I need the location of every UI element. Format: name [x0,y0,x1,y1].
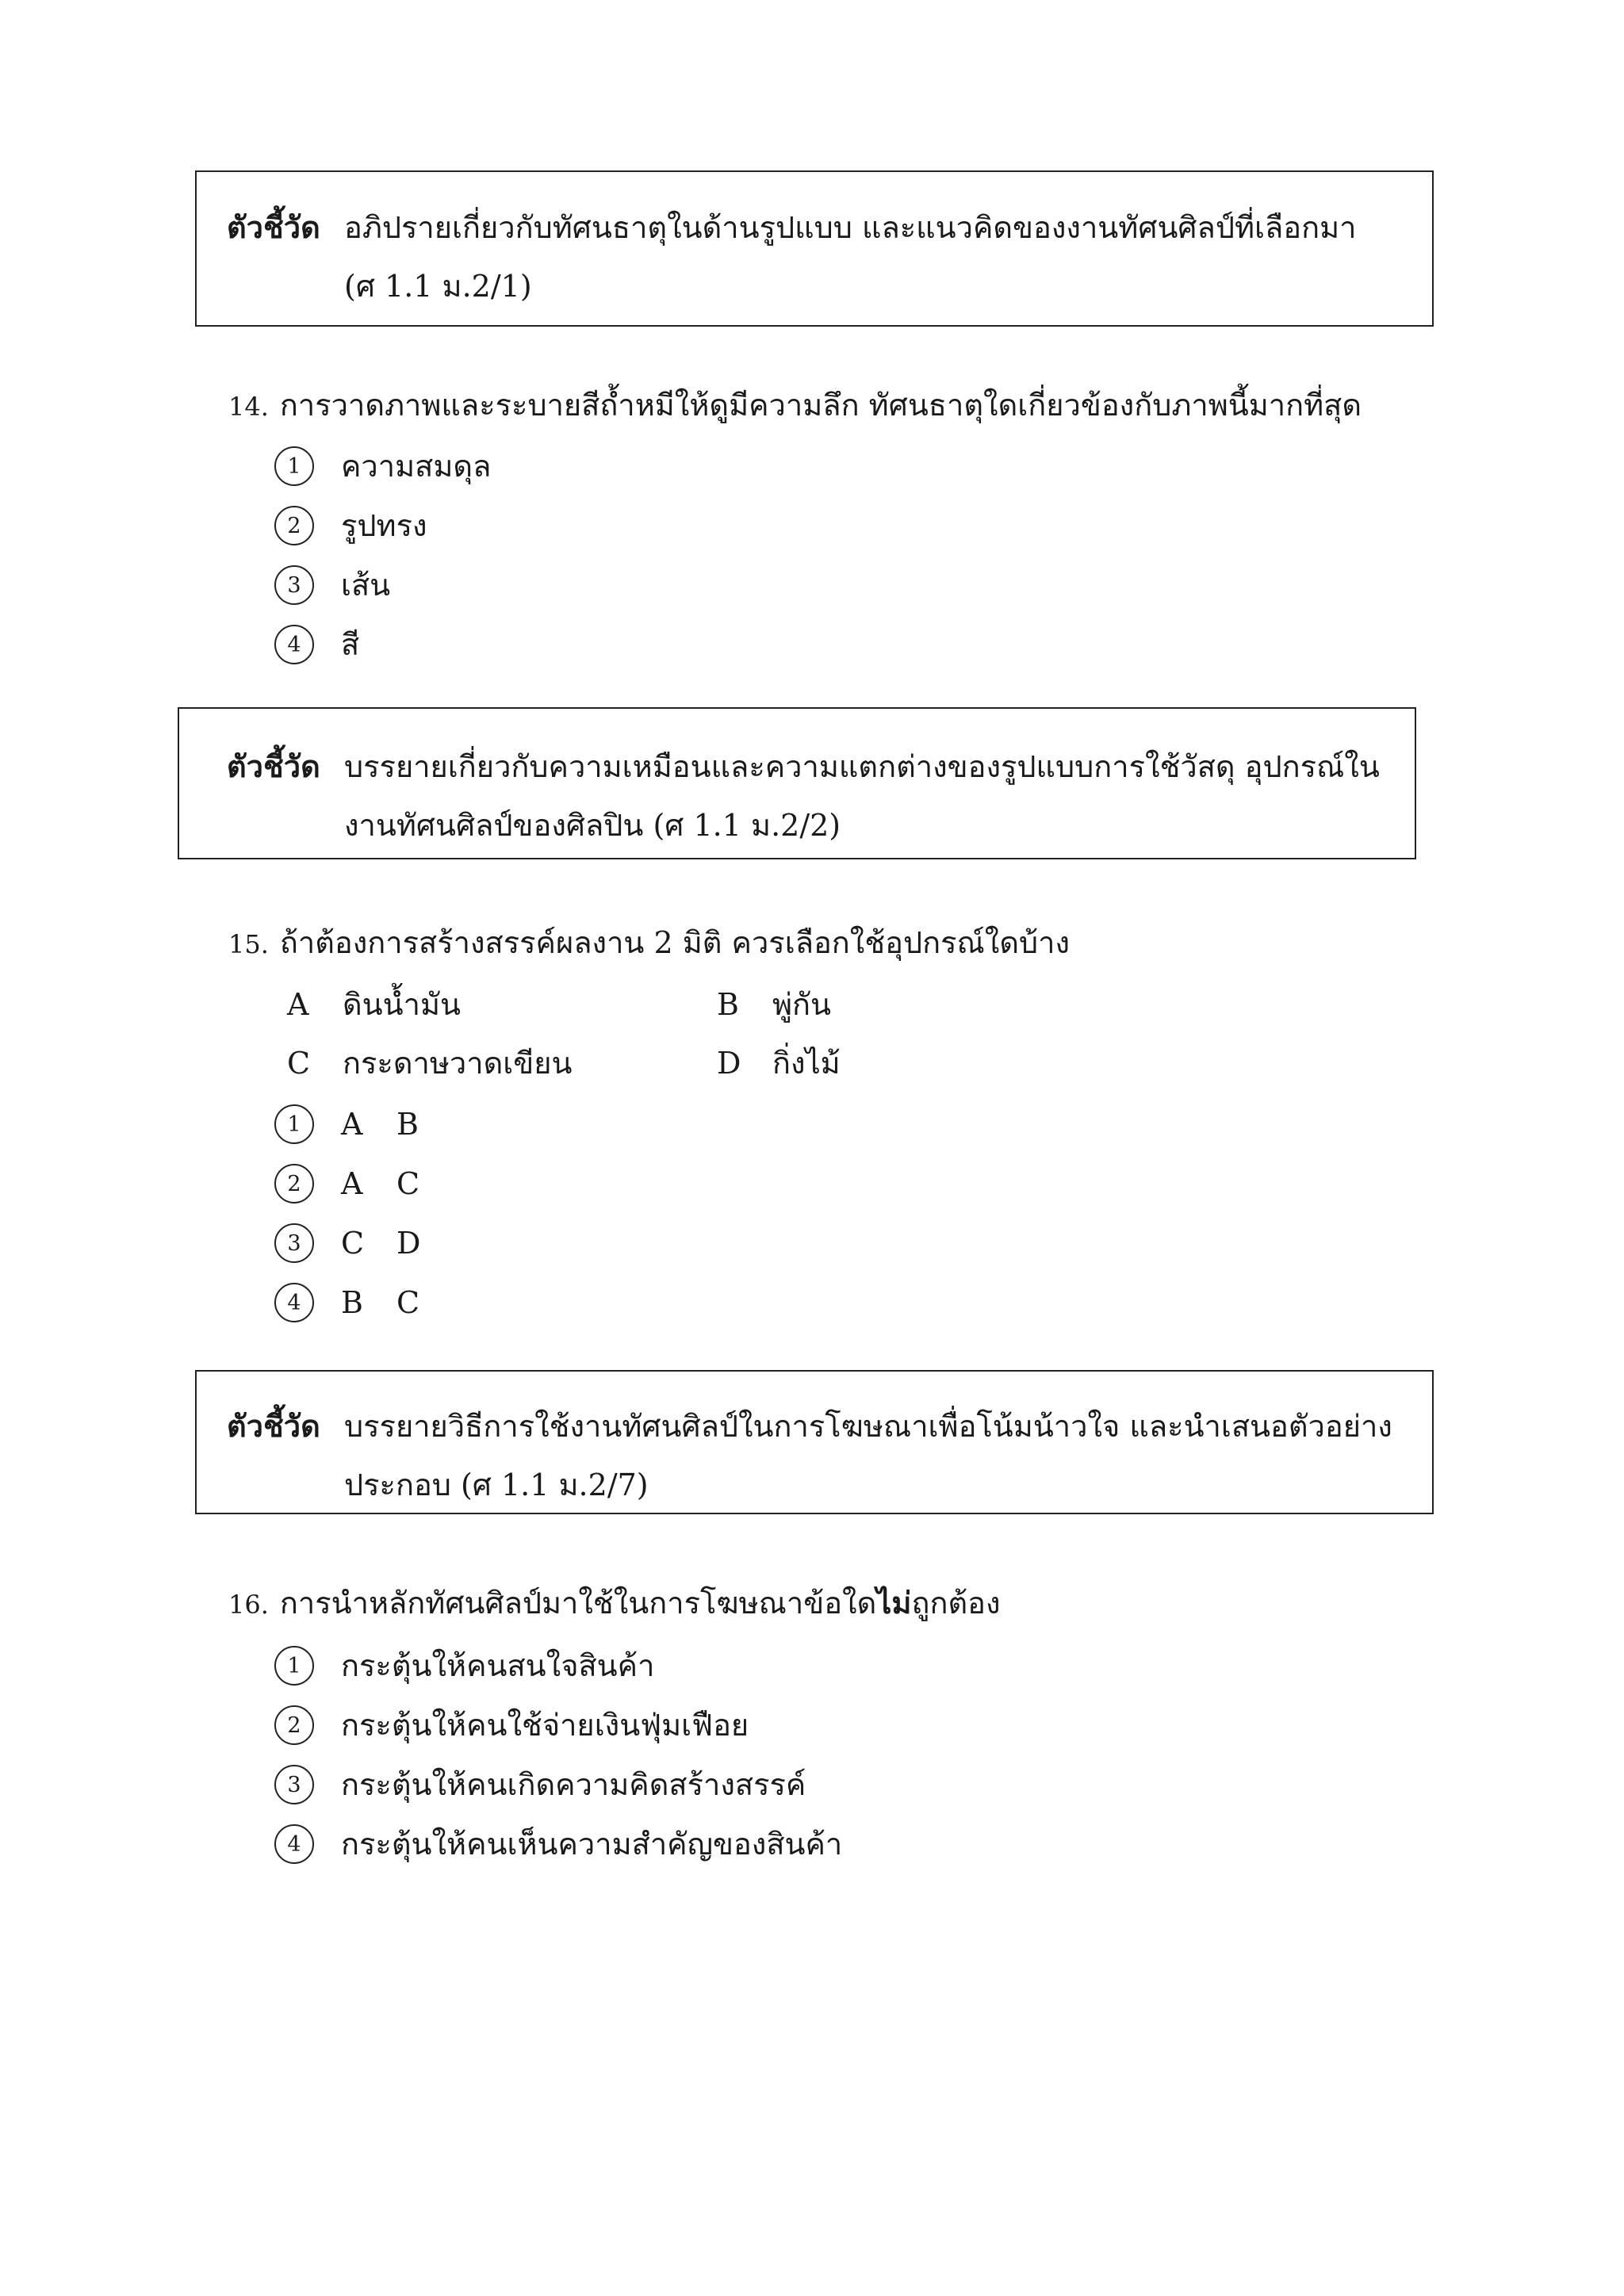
indicator-text-3-line1: บรรยายวิธีการใช้งานทัศนศิลป์ในการโฆษณาเพื่อโน้มน้าวใจ และนำเสนอตัวอย่าง [344,1409,1392,1444]
choice-letter: B [396,1107,419,1142]
question-16 [228,1585,1001,1621]
choice-number-circle: 1 [274,1646,314,1686]
q14-choice-2[interactable] [274,503,427,548]
question-number: 15. [228,929,269,959]
question-text-after: ถูกต้อง [911,1586,1001,1621]
question-text-emphasis: ไม่ [876,1585,912,1621]
indicator-label-2: ตัวชี้วัด [227,748,320,784]
choice-letter: A [341,1107,363,1142]
choice-text: กระตุ้นให้คนสนใจสินค้า [341,1648,655,1683]
q16-choice-4[interactable] [274,1822,842,1866]
option-text: กิ่งไม้ [772,1046,841,1081]
option-letter: D [717,1046,741,1081]
indicator-text-1-line1: อภิปรายเกี่ยวกับทัศนธาตุในด้านรูปแบบ และแนวคิดของงานทัศนศิลป์ที่เลือกมา [344,210,1357,245]
choice-text: รูปทรง [341,508,427,543]
q15-choice-2[interactable] [274,1161,419,1206]
q15-option-b [717,989,831,1020]
choice-number-circle: 2 [274,1705,314,1745]
choice-number-circle: 4 [274,1283,314,1322]
choice-number-circle: 3 [274,1223,314,1263]
choice-number-circle: 4 [274,1824,314,1864]
choice-text [341,1107,419,1142]
choice-letter: D [396,1226,421,1261]
question-text-before: การนำหลักทัศนศิลป์มาใช้ในการโฆษณาข้อใด [279,1586,877,1621]
choice-text: กระตุ้นให้คนเห็นความสำคัญของสินค้า [341,1827,843,1862]
choice-text [341,1166,420,1201]
indicator-label-1: ตัวชี้วัด [227,209,320,245]
option-text: กระดาษวาดเขียน [343,1046,573,1081]
choice-number-circle: 1 [274,1104,314,1144]
choice-text: ความสมดุล [341,449,492,484]
indicator-text-3-line2: ประกอบ (ศ 1.1 ม.2/7) [344,1468,649,1502]
q15-option-c [287,1046,573,1081]
q14-choice-4[interactable] [274,622,359,667]
choice-number-circle: 2 [274,1164,314,1203]
q15-option-a [287,989,461,1020]
q15-option-d [717,1046,841,1081]
indicator-text-2-line2: งานทัศนศิลป์ของศิลปิน (ศ 1.1 ม.2/2) [344,808,841,843]
question-number: 16. [228,1590,269,1620]
indicator-text-2-line1: บรรยายเกี่ยวกับความเหมือนและความแตกต่างของรูปแบบการใช้วัสดุ อุปกรณ์ใน [344,749,1380,784]
choice-number-circle: 1 [274,446,314,486]
indicator-text-1-line2: (ศ 1.1 ม.2/1) [344,269,532,304]
choice-letter: B [341,1285,363,1320]
option-letter: C [287,1046,311,1081]
choice-text: สี [341,627,360,662]
q16-choice-2[interactable] [274,1703,749,1747]
q16-choice-3[interactable] [274,1762,806,1807]
choice-number-circle: 3 [274,1765,314,1804]
q16-choice-1[interactable] [274,1644,654,1688]
question-text: ถ้าต้องการสร้างสรรค์ผลงาน 2 มิติ ควรเลือกใช้อุปกรณ์ใดบ้าง [279,925,1071,960]
option-letter: A [287,987,309,1022]
choice-number-circle: 2 [274,506,314,545]
choice-letter: A [341,1166,363,1201]
question-number: 14. [228,392,269,422]
choice-text: เส้น [341,568,391,603]
choice-letter: C [396,1285,420,1320]
choice-text [341,1285,420,1320]
q14-choice-3[interactable] [274,563,390,607]
option-text: ดินน้ำมัน [343,987,461,1022]
q15-choice-4[interactable] [274,1280,419,1325]
q15-choice-1[interactable] [274,1102,419,1146]
question-14 [228,388,1362,423]
option-text: พู่กัน [772,987,832,1022]
indicator-label-3: ตัวชี้วัด [227,1408,320,1444]
choice-number-circle: 4 [274,625,314,664]
q15-choice-3[interactable] [274,1221,420,1265]
choice-text: กระตุ้นให้คนเกิดความคิดสร้างสรรค์ [341,1767,806,1802]
choice-text: กระตุ้นให้คนใช้จ่ายเงินฟุ่มเฟือย [341,1708,749,1743]
question-text: การวาดภาพและระบายสีถ้ำหมีให้ดูมีความลึก ทัศนธาตุใดเกี่ยวข้องกับภาพนี้มากที่สุด [279,388,1362,423]
choice-letter: C [341,1226,365,1261]
choice-text [341,1226,421,1261]
choice-number-circle: 3 [274,565,314,605]
question-15 [228,925,1071,960]
option-letter: B [717,987,739,1022]
question-text [280,1586,1001,1621]
q14-choice-1[interactable] [274,444,491,488]
choice-letter: C [396,1166,420,1201]
